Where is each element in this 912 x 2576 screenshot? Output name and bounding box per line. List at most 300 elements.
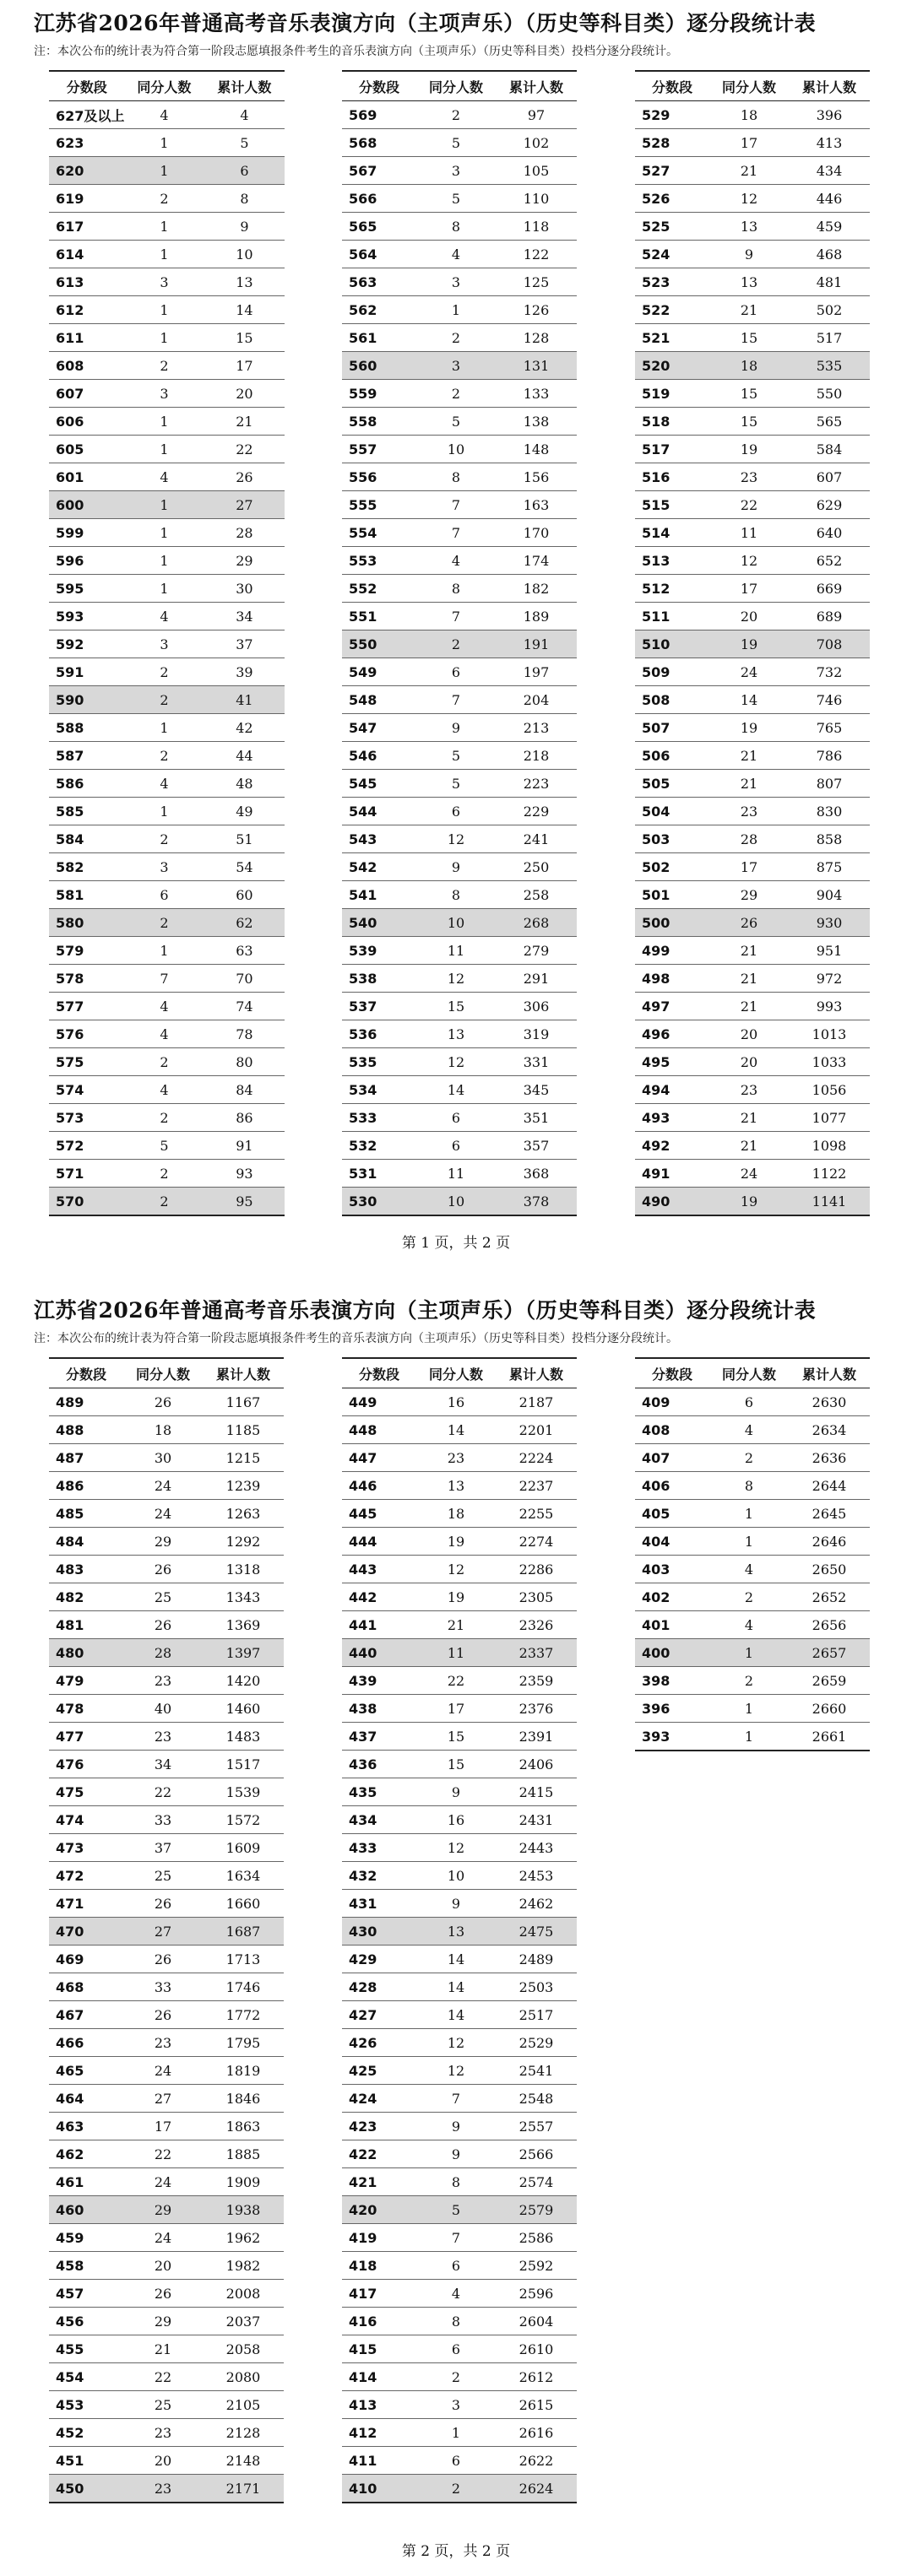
same-count-cell: 6	[709, 1388, 789, 1416]
table-row	[342, 937, 577, 965]
cumulative-count-cell: 10	[204, 241, 285, 268]
score-cell: 617	[49, 213, 124, 241]
same-count-cell: 3	[416, 2391, 496, 2419]
score-cell: 504	[635, 798, 709, 825]
score-cell: 445	[342, 1500, 416, 1528]
cumulative-count-cell: 110	[496, 185, 577, 213]
same-count-cell: 4	[709, 1556, 789, 1583]
same-count-cell: 1	[709, 1639, 789, 1667]
same-count-cell: 8	[709, 1472, 789, 1500]
table-row	[342, 1918, 577, 1946]
score-cell: 450	[49, 2475, 123, 2503]
score-cell: 454	[49, 2363, 123, 2391]
same-count-cell: 7	[416, 2085, 496, 2113]
cumulative-count-cell: 20	[204, 380, 285, 408]
same-count-cell: 11	[416, 937, 496, 965]
same-count-cell: 29	[123, 2308, 203, 2335]
score-table-2	[342, 1357, 577, 2503]
same-count-cell: 2	[124, 742, 204, 770]
score-cell: 476	[49, 1751, 123, 1778]
cumulative-count-cell: 2657	[789, 1639, 870, 1667]
score-cell: 400	[635, 1639, 709, 1667]
table-row	[49, 1444, 284, 1472]
table-row	[49, 1695, 284, 1723]
table-row	[49, 1973, 284, 2001]
cumulative-count-cell: 213	[496, 714, 577, 742]
score-cell: 608	[49, 352, 124, 380]
score-cell: 623	[49, 129, 124, 157]
score-cell: 528	[635, 129, 709, 157]
score-cell: 585	[49, 798, 124, 825]
score-cell: 404	[635, 1528, 709, 1556]
cumulative-count-cell: 904	[789, 881, 870, 909]
cumulative-count-cell: 1239	[203, 1472, 284, 1500]
cumulative-count-cell: 1141	[789, 1188, 870, 1216]
same-count-cell: 26	[123, 1611, 203, 1639]
same-count-cell: 4	[124, 1020, 204, 1048]
table-row	[49, 1500, 284, 1528]
score-cell: 535	[342, 1048, 416, 1076]
same-count-cell: 37	[123, 1834, 203, 1862]
table-row	[342, 324, 577, 352]
cumulative-count-cell: 1185	[203, 1416, 284, 1444]
table-row	[342, 1778, 577, 1806]
table-row	[342, 1695, 577, 1723]
same-count-cell: 4	[709, 1611, 789, 1639]
table-row	[342, 1611, 577, 1639]
table-row	[342, 268, 577, 296]
score-cell: 439	[342, 1667, 416, 1695]
score-cell: 578	[49, 965, 124, 993]
score-cell: 537	[342, 993, 416, 1020]
same-count-cell: 12	[709, 547, 789, 575]
same-count-cell: 7	[416, 603, 496, 630]
score-cell: 614	[49, 241, 124, 268]
same-count-cell: 2	[124, 1048, 204, 1076]
same-count-cell: 1	[124, 408, 204, 436]
table-row	[49, 798, 285, 825]
score-cell: 502	[635, 853, 709, 881]
score-cell: 498	[635, 965, 709, 993]
cumulative-count-cell: 39	[204, 658, 285, 686]
same-count-cell: 21	[709, 296, 789, 324]
score-cell: 471	[49, 1890, 123, 1918]
page-title: 江苏省2026年普通高考音乐表演方向（主项声乐）（历史等科目类）逐分段统计表	[34, 11, 817, 35]
same-count-cell: 10	[416, 1188, 496, 1216]
cumulative-count-cell: 1460	[203, 1695, 284, 1723]
table-row	[342, 1806, 577, 1834]
score-cell: 483	[49, 1556, 123, 1583]
table-row	[342, 101, 577, 129]
same-count-cell: 5	[416, 408, 496, 436]
same-count-cell: 2	[416, 2475, 496, 2503]
same-count-cell: 12	[416, 2057, 496, 2085]
table-row	[342, 1444, 577, 1472]
table-row	[635, 1444, 870, 1472]
score-cell: 480	[49, 1639, 123, 1667]
cumulative-count-cell: 2622	[496, 2447, 577, 2475]
same-count-cell: 2	[416, 380, 496, 408]
cumulative-count-cell: 2475	[496, 1918, 577, 1946]
same-count-cell: 2	[124, 909, 204, 937]
same-count-cell: 4	[124, 770, 204, 798]
table-row	[49, 1946, 284, 1973]
score-cell: 532	[342, 1132, 416, 1160]
same-count-cell: 6	[416, 2447, 496, 2475]
score-cell: 527	[635, 157, 709, 185]
table-row	[49, 380, 285, 408]
score-cell: 424	[342, 2085, 416, 2113]
same-count-cell: 23	[709, 1076, 789, 1104]
cumulative-count-cell: 1517	[203, 1751, 284, 1778]
table-row	[342, 1890, 577, 1918]
table-row	[49, 993, 285, 1020]
same-count-cell: 1	[124, 241, 204, 268]
page-footer: 第 2 页，共 2 页	[401, 2543, 511, 2560]
same-count-cell: 17	[709, 853, 789, 881]
table-row	[635, 547, 870, 575]
cumulative-count-cell: 1885	[203, 2140, 284, 2168]
same-count-cell: 4	[124, 603, 204, 630]
score-cell: 590	[49, 686, 124, 714]
cumulative-count-cell: 1962	[203, 2224, 284, 2252]
same-count-cell: 23	[123, 1723, 203, 1751]
cumulative-count-cell: 29	[204, 547, 285, 575]
score-cell: 543	[342, 825, 416, 853]
table-row	[342, 2224, 577, 2252]
cumulative-count-cell: 629	[789, 491, 870, 519]
same-count-cell: 1	[124, 798, 204, 825]
cumulative-count-cell: 550	[789, 380, 870, 408]
cumulative-count-cell: 62	[204, 909, 285, 937]
column-header: 同分人数	[124, 71, 204, 101]
same-count-cell: 9	[416, 853, 496, 881]
table-row	[49, 1048, 285, 1076]
table-row	[342, 2391, 577, 2419]
same-count-cell: 15	[709, 380, 789, 408]
cumulative-count-cell: 2634	[789, 1416, 870, 1444]
score-cell: 511	[635, 603, 709, 630]
cumulative-count-cell: 2489	[496, 1946, 577, 1973]
table-row	[342, 2475, 577, 2503]
score-cell: 474	[49, 1806, 123, 1834]
cumulative-count-cell: 786	[789, 742, 870, 770]
same-count-cell: 5	[416, 2196, 496, 2224]
cumulative-count-cell: 218	[496, 742, 577, 770]
table-row	[49, 1834, 284, 1862]
same-count-cell: 11	[416, 1639, 496, 1667]
cumulative-count-cell: 2630	[789, 1388, 870, 1416]
score-cell: 462	[49, 2140, 123, 2168]
same-count-cell: 29	[123, 1528, 203, 1556]
cumulative-count-cell: 2171	[203, 2475, 284, 2503]
table-row	[342, 714, 577, 742]
page-1	[0, 0, 912, 1266]
column-header: 同分人数	[123, 1358, 203, 1388]
score-cell: 521	[635, 324, 709, 352]
score-cell: 557	[342, 436, 416, 463]
table-row	[635, 380, 870, 408]
same-count-cell: 26	[123, 1946, 203, 1973]
same-count-cell: 4	[124, 101, 204, 129]
same-count-cell: 5	[124, 1132, 204, 1160]
score-cell: 464	[49, 2085, 123, 2113]
table-row	[342, 1020, 577, 1048]
cumulative-count-cell: 345	[496, 1076, 577, 1104]
cumulative-count-cell: 70	[204, 965, 285, 993]
cumulative-count-cell: 2548	[496, 2085, 577, 2113]
same-count-cell: 9	[416, 1890, 496, 1918]
cumulative-count-cell: 279	[496, 937, 577, 965]
score-cell: 506	[635, 742, 709, 770]
score-cell: 410	[342, 2475, 416, 2503]
cumulative-count-cell: 2616	[496, 2419, 577, 2447]
same-count-cell: 1	[124, 324, 204, 352]
same-count-cell: 13	[416, 1020, 496, 1048]
same-count-cell: 3	[124, 268, 204, 296]
page-2	[0, 1287, 912, 2576]
score-cell: 465	[49, 2057, 123, 2085]
cumulative-count-cell: 2391	[496, 1723, 577, 1751]
same-count-cell: 5	[416, 742, 496, 770]
cumulative-count-cell: 74	[204, 993, 285, 1020]
same-count-cell: 1	[124, 213, 204, 241]
same-count-cell: 4	[416, 547, 496, 575]
cumulative-count-cell: 765	[789, 714, 870, 742]
score-cell: 437	[342, 1723, 416, 1751]
cumulative-count-cell: 4	[204, 101, 285, 129]
table-row	[49, 2391, 284, 2419]
cumulative-count-cell: 2359	[496, 1667, 577, 1695]
table-row	[635, 1723, 870, 1751]
cumulative-count-cell: 1795	[203, 2029, 284, 2057]
table-row	[49, 714, 285, 742]
table-row	[342, 658, 577, 686]
same-count-cell: 19	[709, 714, 789, 742]
score-cell: 516	[635, 463, 709, 491]
same-count-cell: 15	[416, 1751, 496, 1778]
cumulative-count-cell: 63	[204, 937, 285, 965]
score-cell: 440	[342, 1639, 416, 1667]
table-row	[49, 2085, 284, 2113]
cumulative-count-cell: 830	[789, 798, 870, 825]
table-row	[635, 742, 870, 770]
same-count-cell: 23	[123, 2419, 203, 2447]
table-row	[49, 575, 285, 603]
cumulative-count-cell: 951	[789, 937, 870, 965]
column-header: 分数段	[342, 1358, 416, 1388]
cumulative-count-cell: 2337	[496, 1639, 577, 1667]
score-cell: 576	[49, 1020, 124, 1048]
cumulative-count-cell: 95	[204, 1188, 285, 1216]
score-cell: 489	[49, 1388, 123, 1416]
same-count-cell: 27	[123, 2085, 203, 2113]
same-count-cell: 4	[416, 241, 496, 268]
table-row	[49, 2419, 284, 2447]
table-row	[342, 1583, 577, 1611]
cumulative-count-cell: 875	[789, 853, 870, 881]
cumulative-count-cell: 2624	[496, 2475, 577, 2503]
cumulative-count-cell: 2660	[789, 1695, 870, 1723]
same-count-cell: 17	[709, 129, 789, 157]
cumulative-count-cell: 1938	[203, 2196, 284, 2224]
cumulative-count-cell: 170	[496, 519, 577, 547]
table-row	[342, 2029, 577, 2057]
cumulative-count-cell: 2376	[496, 1695, 577, 1723]
score-cell: 569	[342, 101, 416, 129]
same-count-cell: 13	[416, 1918, 496, 1946]
score-cell: 436	[342, 1751, 416, 1778]
cumulative-count-cell: 118	[496, 213, 577, 241]
same-count-cell: 1	[124, 714, 204, 742]
cumulative-count-cell: 2037	[203, 2308, 284, 2335]
cumulative-count-cell: 584	[789, 436, 870, 463]
table-row	[342, 881, 577, 909]
cumulative-count-cell: 1846	[203, 2085, 284, 2113]
same-count-cell: 21	[709, 1104, 789, 1132]
cumulative-count-cell: 2656	[789, 1611, 870, 1639]
cumulative-count-cell: 1167	[203, 1388, 284, 1416]
same-count-cell: 20	[709, 1048, 789, 1076]
page-note: 注：本次公布的统计表为符合第一阶段志愿填报条件考生的音乐表演方向（主项声乐）（历史等科目类）投档分逐分段统计。	[34, 1332, 678, 1345]
cumulative-count-cell: 993	[789, 993, 870, 1020]
score-cell: 564	[342, 241, 416, 268]
table-row	[342, 1416, 577, 1444]
table-row	[635, 101, 870, 129]
same-count-cell: 2	[416, 2363, 496, 2391]
score-cell: 415	[342, 2335, 416, 2363]
cumulative-count-cell: 2557	[496, 2113, 577, 2140]
cumulative-count-cell: 250	[496, 853, 577, 881]
score-cell: 501	[635, 881, 709, 909]
score-cell: 491	[635, 1160, 709, 1188]
cumulative-count-cell: 34	[204, 603, 285, 630]
cumulative-count-cell: 13	[204, 268, 285, 296]
table-row	[49, 185, 285, 213]
same-count-cell: 20	[123, 2447, 203, 2475]
cumulative-count-cell: 2224	[496, 1444, 577, 1472]
table-row	[342, 2168, 577, 2196]
same-count-cell: 14	[709, 686, 789, 714]
table-row	[635, 1639, 870, 1667]
cumulative-count-cell: 2201	[496, 1416, 577, 1444]
table-row	[49, 2113, 284, 2140]
cumulative-count-cell: 28	[204, 519, 285, 547]
same-count-cell: 22	[123, 2140, 203, 2168]
same-count-cell: 22	[709, 491, 789, 519]
table-row	[342, 965, 577, 993]
cumulative-count-cell: 48	[204, 770, 285, 798]
score-cell: 482	[49, 1583, 123, 1611]
same-count-cell: 1	[124, 575, 204, 603]
cumulative-count-cell: 306	[496, 993, 577, 1020]
score-cell: 455	[49, 2335, 123, 2363]
table-row	[342, 1472, 577, 1500]
same-count-cell: 2	[709, 1667, 789, 1695]
table-row	[49, 881, 285, 909]
table-row	[635, 1528, 870, 1556]
score-cell: 430	[342, 1918, 416, 1946]
cumulative-count-cell: 197	[496, 658, 577, 686]
cumulative-count-cell: 9	[204, 213, 285, 241]
table-row	[342, 603, 577, 630]
table-row	[635, 1695, 870, 1723]
same-count-cell: 12	[416, 1048, 496, 1076]
same-count-cell: 15	[416, 1723, 496, 1751]
same-count-cell: 16	[416, 1806, 496, 1834]
cumulative-count-cell: 807	[789, 770, 870, 798]
score-cell: 470	[49, 1918, 123, 1946]
table-row	[342, 463, 577, 491]
cumulative-count-cell: 15	[204, 324, 285, 352]
same-count-cell: 27	[123, 1918, 203, 1946]
score-cell: 536	[342, 1020, 416, 1048]
cumulative-count-cell: 2636	[789, 1444, 870, 1472]
table-row	[342, 241, 577, 268]
score-cell: 538	[342, 965, 416, 993]
cumulative-count-cell: 1397	[203, 1639, 284, 1667]
table-row	[49, 2196, 284, 2224]
score-cell: 517	[635, 436, 709, 463]
same-count-cell: 25	[123, 1583, 203, 1611]
score-cell: 571	[49, 1160, 124, 1188]
same-count-cell: 19	[416, 1528, 496, 1556]
same-count-cell: 24	[123, 1500, 203, 1528]
table-row	[49, 686, 285, 714]
score-cell: 448	[342, 1416, 416, 1444]
cumulative-count-cell: 1098	[789, 1132, 870, 1160]
score-cell: 552	[342, 575, 416, 603]
score-cell: 524	[635, 241, 709, 268]
table-row	[635, 603, 870, 630]
same-count-cell: 23	[709, 798, 789, 825]
table-row	[49, 2057, 284, 2085]
score-cell: 581	[49, 881, 124, 909]
cumulative-count-cell: 1033	[789, 1048, 870, 1076]
table-row	[342, 1500, 577, 1528]
table-row	[342, 742, 577, 770]
table-row	[635, 575, 870, 603]
score-cell: 512	[635, 575, 709, 603]
cumulative-count-cell: 86	[204, 1104, 285, 1132]
score-table-1	[49, 70, 285, 1216]
cumulative-count-cell: 689	[789, 603, 870, 630]
score-cell: 570	[49, 1188, 124, 1216]
score-cell: 611	[49, 324, 124, 352]
cumulative-count-cell: 2431	[496, 1806, 577, 1834]
same-count-cell: 19	[709, 436, 789, 463]
cumulative-count-cell: 14	[204, 296, 285, 324]
table-row	[635, 1416, 870, 1444]
same-count-cell: 18	[709, 352, 789, 380]
score-cell: 592	[49, 630, 124, 658]
score-cell: 435	[342, 1778, 416, 1806]
cumulative-count-cell: 2008	[203, 2280, 284, 2308]
table-row	[635, 937, 870, 965]
table-row	[342, 2001, 577, 2029]
cumulative-count-cell: 131	[496, 352, 577, 380]
same-count-cell: 10	[416, 1862, 496, 1890]
score-cell: 426	[342, 2029, 416, 2057]
table-row	[49, 1611, 284, 1639]
table-row	[342, 1188, 577, 1216]
score-cell: 546	[342, 742, 416, 770]
same-count-cell: 24	[123, 2057, 203, 2085]
cumulative-count-cell: 2453	[496, 1862, 577, 1890]
score-cell: 428	[342, 1973, 416, 2001]
table-row	[342, 2447, 577, 2475]
same-count-cell: 8	[416, 2308, 496, 2335]
